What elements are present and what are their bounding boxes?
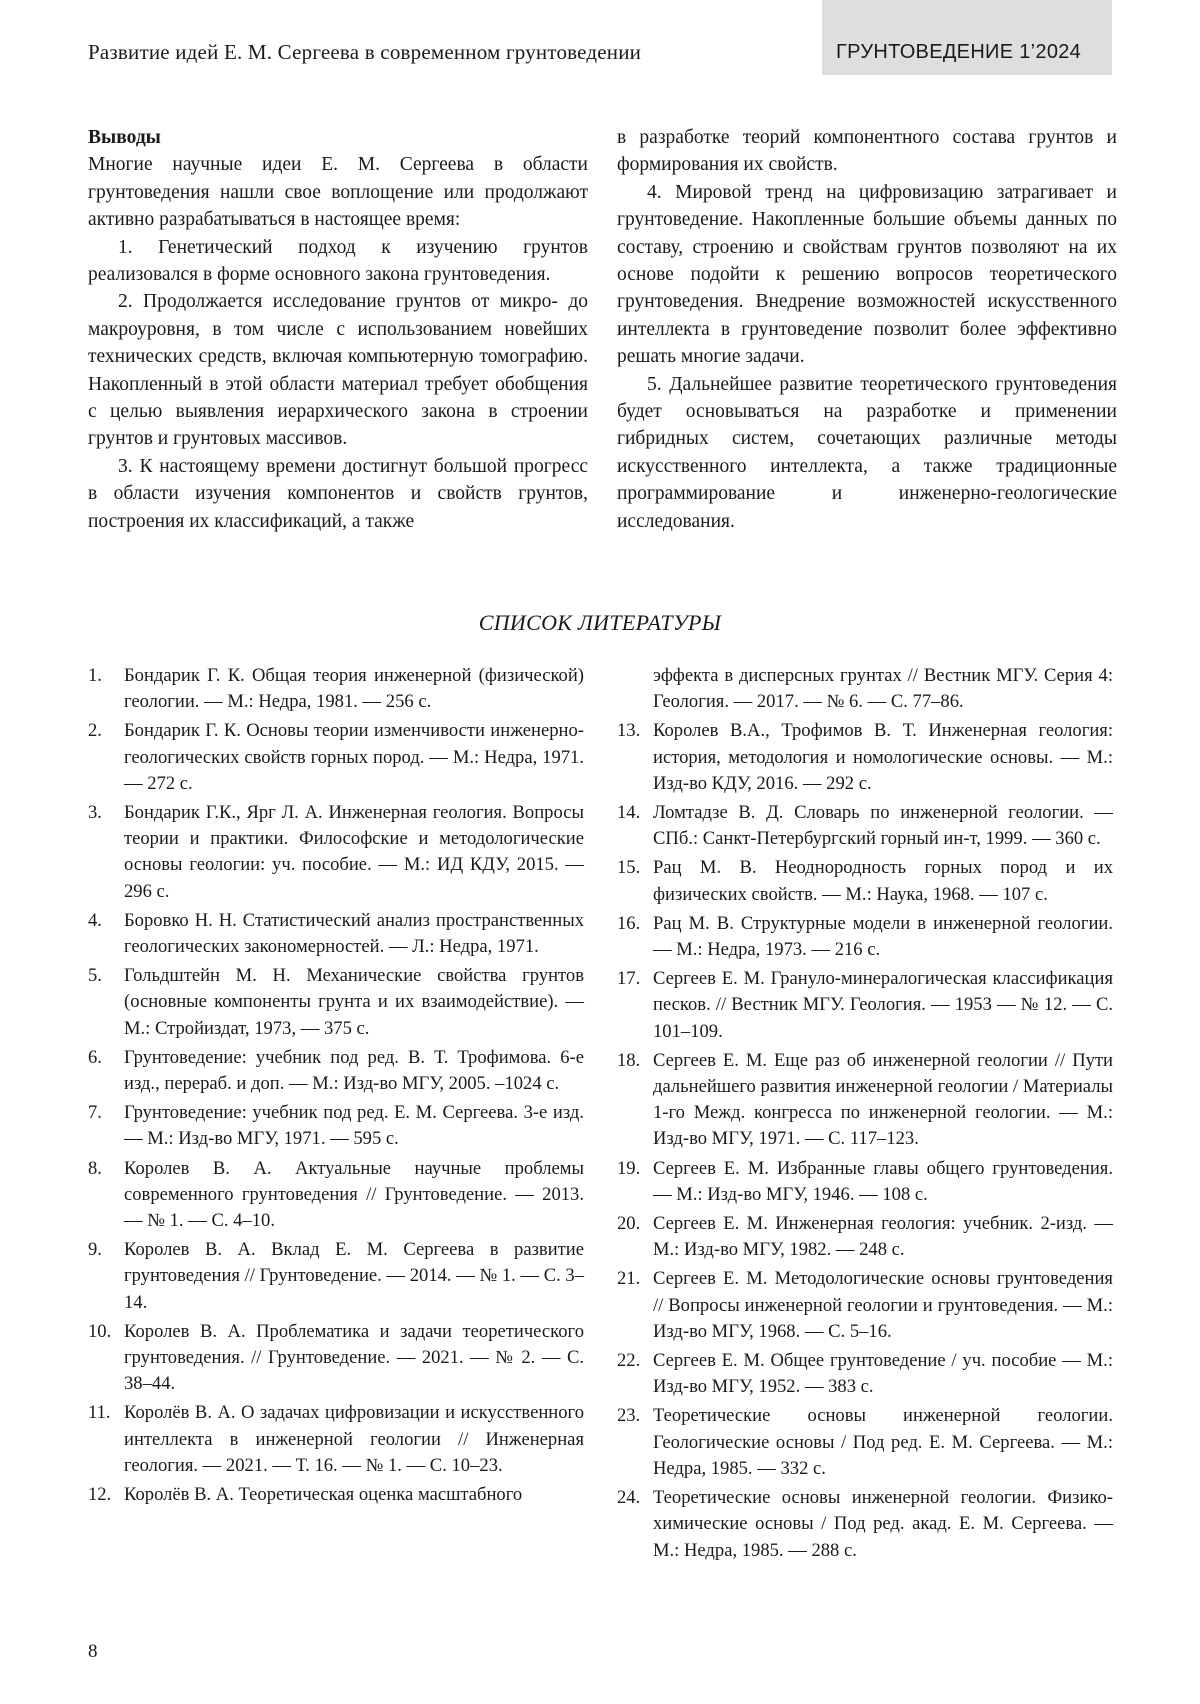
reference-text: Грунтоведение: учебник под ред. Е. М. Сергеева. 3-е изд. — М.: Изд-во МГУ, 1971. — 595 с. bbox=[124, 1102, 584, 1150]
reference-item bbox=[88, 1319, 584, 1398]
reference-text: эффекта в дисперсных грунтах // Вестник МГУ. Серия 4: Геология. — 2017. — № 6. — С. 77–86. bbox=[653, 665, 1113, 713]
reference-text: Гольдштейн М. Н. Механические свойства грунтов (основные компоненты грунта и их взаимодействие). — М.: Стройиздат, 1973, — 375 с. bbox=[124, 965, 584, 1039]
reference-text: Сергеев Е. М. Общее грунтоведение / уч. пособие — М.: Изд-во МГУ, 1952. — 383 с. bbox=[653, 1350, 1113, 1398]
reference-item bbox=[617, 1403, 1113, 1482]
references-list-left bbox=[88, 663, 584, 1511]
reference-item bbox=[617, 911, 1113, 963]
reference-number: 7. bbox=[88, 1102, 102, 1124]
reference-number: 9. bbox=[88, 1239, 102, 1261]
running-title: Развитие идей Е. М. Сергеева в современном грунтоведении bbox=[88, 40, 642, 64]
reference-text: Бондарик Г. К. Основы теории изменчивости инженерно-геологических свойств горных пород. — М.: Недра, 1971. — 272 с. bbox=[124, 720, 584, 794]
reference-number: 22. bbox=[617, 1350, 641, 1372]
reference-item bbox=[88, 718, 584, 797]
reference-item bbox=[88, 663, 584, 715]
reference-text: Бондарик Г.К., Ярг Л. А. Инженерная геология. Вопросы теории и практики. Философские и методологические основы геологии: уч. пособие. — М.: ИД КДУ, 2015. — 296 с. bbox=[124, 802, 584, 902]
conclusion-item-continued: в разработке теорий компонентного состава грунтов и формирования их свойств. bbox=[617, 127, 1117, 176]
reference-item bbox=[617, 966, 1113, 1045]
reference-item bbox=[88, 1237, 584, 1316]
reference-number: 15. bbox=[617, 857, 641, 879]
page-number: 8 bbox=[88, 1641, 98, 1662]
reference-number: 10. bbox=[88, 1320, 112, 1342]
reference-text: Теоретические основы инженерной геологии. Физико-химические основы / Под ред. акад. Е. М. Сергеева. — М.: Недра, 1985. — 288 с. bbox=[653, 1487, 1113, 1561]
reference-number: 19. bbox=[617, 1157, 641, 1179]
reference-text: Рац М. В. Структурные модели в инженерной геологии. — М.: Недра, 1973. — 216 с. bbox=[653, 912, 1113, 961]
reference-number: 14. bbox=[617, 802, 641, 824]
reference-number: 6. bbox=[88, 1046, 102, 1068]
conclusions-intro: Многие научные идеи Е. М. Сергеева в области грунтоведения нашли свое воплощение или продолжают активно разрабатываться в настоящее время: bbox=[88, 154, 588, 231]
reference-text: Ломтадзе В. Д. Словарь по инженерной геологии. — СПб.: Санкт-Петербургский горный ин-т, 1999. — 360 с. bbox=[653, 802, 1113, 850]
conclusion-item: 5. Дальнейшее развитие теоретического грунтоведения будет основываться на разработке и применении гибридных систем, сочетающих различные методы искусственного интеллекта, а также традиционные программирование и инженерно-геологические исследования. bbox=[617, 373, 1117, 532]
reference-item bbox=[617, 1156, 1113, 1208]
reference-text: Боровко Н. Н. Статистический анализ пространственных геологических закономерностей. — Л.: Недра, 1971. bbox=[124, 909, 584, 958]
reference-number: 3. bbox=[88, 802, 102, 824]
reference-item bbox=[617, 1485, 1113, 1564]
reference-number: 16. bbox=[617, 912, 641, 934]
reference-number: 12. bbox=[88, 1484, 112, 1506]
conclusions-column-left bbox=[88, 124, 588, 535]
reference-text: Королёв В. А. Теоретическая оценка масштабного bbox=[124, 1484, 523, 1506]
reference-number: 11. bbox=[88, 1402, 111, 1424]
conclusion-item: 4. Мировой тренд на цифровизацию затрагивает и грунтоведение. Накопленные большие объемы данных по составу, строению и свойствам грунтов позволяют на их основе подойти к решению вопросов теоретического грунтоведения. Внедрение возможностей искусственного интеллекта в грунтоведение позволит более эффективно решать многие задачи. bbox=[617, 181, 1117, 368]
reference-number: 13. bbox=[617, 720, 641, 742]
reference-text: Сергеев Е. М. Грануло-минералогическая классификация песков. // Вестник МГУ. Геология. — 1953 — № 12. — С. 101–109. bbox=[653, 968, 1113, 1042]
reference-item-continued bbox=[617, 663, 1113, 715]
journal-name: ГРУНТОВЕДЕНИЕ 1’2024 bbox=[836, 41, 1082, 63]
reference-number: 4. bbox=[88, 909, 102, 931]
reference-text: Сергеев Е. М. Еще раз об инженерной геологии // Пути дальнейшего развития инженерной геологии / Материалы 1-го Межд. конгресса по инженерной геологии. — М.: Изд-во МГУ, 1971. — С. 117–123. bbox=[653, 1049, 1113, 1150]
references-list-right bbox=[617, 663, 1113, 1567]
reference-text: Королев В. А. Проблематика и задачи теоретического грунтоведения. // Грунтоведение. — 2021. — № 2. — С. 38–44. bbox=[124, 1320, 584, 1395]
reference-item bbox=[617, 800, 1113, 852]
reference-number: 23. bbox=[617, 1405, 641, 1427]
references-heading: СПИСОК ЛИТЕРАТУРЫ bbox=[478, 610, 722, 635]
reference-item bbox=[88, 1100, 584, 1152]
conclusions-heading: Выводы bbox=[88, 127, 161, 148]
reference-text: Сергеев Е. М. Избранные главы общего грунтоведения. — М.: Изд-во МГУ, 1946. — 108 с. bbox=[653, 1157, 1113, 1205]
reference-number: 20. bbox=[617, 1213, 641, 1235]
reference-item bbox=[617, 1348, 1113, 1400]
reference-text: Бондарик Г. К. Общая теория инженерной (физической) геологии. — М.: Недра, 1981. — 256 с. bbox=[124, 665, 584, 713]
reference-text: Теоретические основы инженерной геологии. Геологические основы / Под ред. Е. М. Сергеева. — М.: Недра, 1985. — 332 с. bbox=[653, 1405, 1113, 1479]
reference-item bbox=[617, 1266, 1113, 1345]
reference-number: 2. bbox=[88, 720, 102, 742]
reference-number: 21. bbox=[617, 1268, 641, 1290]
conclusions-column-right bbox=[617, 124, 1117, 535]
reference-text: Рац М. В. Неоднородность горных пород и их физических свойств. — М.: Наука, 1968. — 107 с. bbox=[653, 857, 1113, 905]
reference-item bbox=[88, 800, 584, 905]
reference-item bbox=[88, 963, 584, 1042]
conclusion-item: 1. Генетический подход к изучению грунтов реализовался в форме основного закона грунтоведения. bbox=[88, 236, 588, 286]
reference-text: Королев В. А. Актуальные научные проблемы современного грунтоведения // Грунтоведение. — 2013. — № 1. — С. 4–10. bbox=[124, 1157, 584, 1232]
reference-item bbox=[88, 1045, 584, 1097]
reference-item bbox=[88, 1156, 584, 1235]
reference-number: 18. bbox=[617, 1049, 641, 1071]
reference-text: Грунтоведение: учебник под ред. В. Т. Трофимова. 6-е изд., перераб. и доп. — М.: Изд-во МГУ, 2005. –1024 с. bbox=[124, 1046, 584, 1095]
reference-item bbox=[88, 908, 584, 960]
reference-item bbox=[88, 1400, 584, 1479]
reference-text: Сергеев Е. М. Методологические основы грунтоведения // Вопросы инженерной геологии и грунтоведения. — М.: Изд-во МГУ, 1968. — С. 5–16. bbox=[653, 1268, 1113, 1342]
reference-item bbox=[617, 718, 1113, 797]
reference-text: Королев В.А., Трофимов В. Т. Инженерная геология: история, методология и номологические основы. — М.: Изд-во КДУ, 2016. — 292 с. bbox=[653, 720, 1113, 794]
reference-text: Королев В. А. Вклад Е. М. Сергеева в развитие грунтоведения // Грунтоведение. — 2014. — № 1. — С. 3–14. bbox=[124, 1239, 584, 1313]
reference-number: 24. bbox=[617, 1487, 641, 1509]
reference-number: 1. bbox=[88, 665, 102, 686]
reference-item bbox=[88, 1482, 584, 1508]
reference-item bbox=[617, 1048, 1113, 1153]
reference-item bbox=[617, 855, 1113, 907]
reference-number: 17. bbox=[617, 968, 641, 990]
reference-number: 8. bbox=[88, 1157, 102, 1179]
conclusion-item: 3. К настоящему времени достигнут большой прогресс в области изучения компонентов и свойств грунтов, построения их классификаций, а также bbox=[88, 455, 588, 532]
conclusion-item: 2. Продолжается исследование грунтов от микро- до макроуровня, в том числе с использованием новейших технических средств, включая компьютерную томографию. Накопленный в этой области материал требует обобщения с целью выявления иерархического закона в строении грунтов и грунтовых массивов. bbox=[88, 291, 588, 450]
reference-number: 5. bbox=[88, 965, 102, 987]
reference-item bbox=[617, 1211, 1113, 1263]
reference-text: Сергеев Е. М. Инженерная геология: учебник. 2-изд. — М.: Изд-во МГУ, 1982. — 248 с. bbox=[653, 1213, 1113, 1261]
reference-text: Королёв В. А. О задачах цифровизации и искусственного интеллекта в инженерной геологии // Инженерная геология. — 2021. — Т. 16. — № 1. — С. 10–23. bbox=[124, 1402, 584, 1476]
